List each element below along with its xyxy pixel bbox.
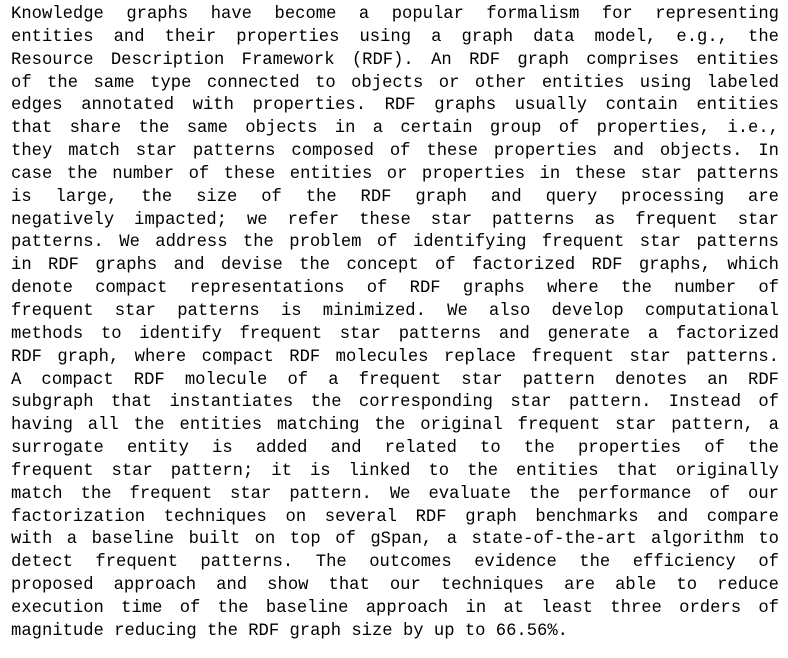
text-line: A compact RDF molecule of a frequent star pattern denotes an RDF bbox=[11, 370, 779, 390]
text-line: denote compact representations of RDF graphs where the number of bbox=[11, 279, 779, 299]
text-line: they match star patterns composed of these properties and objects. In bbox=[11, 142, 779, 162]
text-line: having all the entities matching the original frequent star pattern, a bbox=[11, 416, 779, 436]
text-line: patterns. We address the problem of identifying frequent star patterns bbox=[11, 233, 779, 253]
text-line: case the number of these entities or properties in these star patterns bbox=[11, 164, 779, 184]
text-line: frequent star pattern; it is linked to the entities that originally bbox=[11, 461, 779, 481]
text-line: Resource Description Framework (RDF). An RDF graph comprises entities bbox=[11, 50, 779, 70]
text-line: entities and their properties using a graph data model, e.g., the bbox=[11, 27, 779, 47]
text-line: negatively impacted; we refer these star patterns as frequent star bbox=[11, 210, 779, 230]
text-line: execution time of the baseline approach in at least three orders of bbox=[11, 598, 779, 618]
text-line: subgraph that instantiates the corresponding star pattern. Instead of bbox=[11, 393, 779, 413]
text-line: detect frequent patterns. The outcomes evidence the efficiency of bbox=[11, 553, 779, 573]
text-line: with a baseline built on top of gSpan, a state-of-the-art algorithm to bbox=[11, 530, 779, 550]
text-line: factorization techniques on several RDF graph benchmarks and compare bbox=[11, 507, 779, 527]
text-line: is large, the size of the RDF graph and query processing are bbox=[11, 187, 779, 207]
text-line: RDF graph, where compact RDF molecules replace frequent star patterns. bbox=[11, 347, 779, 367]
text-line: frequent star patterns is minimized. We also develop computational bbox=[11, 301, 779, 321]
text-line: surrogate entity is added and related to the properties of the bbox=[11, 439, 779, 459]
text-line: magnitude reducing the RDF graph size by up to 66.56%. bbox=[11, 621, 568, 641]
text-line: that share the same objects in a certain group of properties, i.e., bbox=[11, 119, 779, 139]
text-line: proposed approach and show that our techniques are able to reduce bbox=[11, 576, 779, 596]
text-line: in RDF graphs and devise the concept of factorized RDF graphs, which bbox=[11, 256, 779, 276]
text-line: edges annotated with properties. RDF graphs usually contain entities bbox=[11, 96, 779, 116]
text-line: methods to identify frequent star patterns and generate a factorized bbox=[11, 324, 779, 344]
abstract-paragraph bbox=[11, 4, 779, 644]
text-line: of the same type connected to objects or other entities using labeled bbox=[11, 73, 779, 93]
text-line: match the frequent star pattern. We evaluate the performance of our bbox=[11, 484, 779, 504]
text-line: Knowledge graphs have become a popular formalism for representing bbox=[11, 5, 779, 24]
